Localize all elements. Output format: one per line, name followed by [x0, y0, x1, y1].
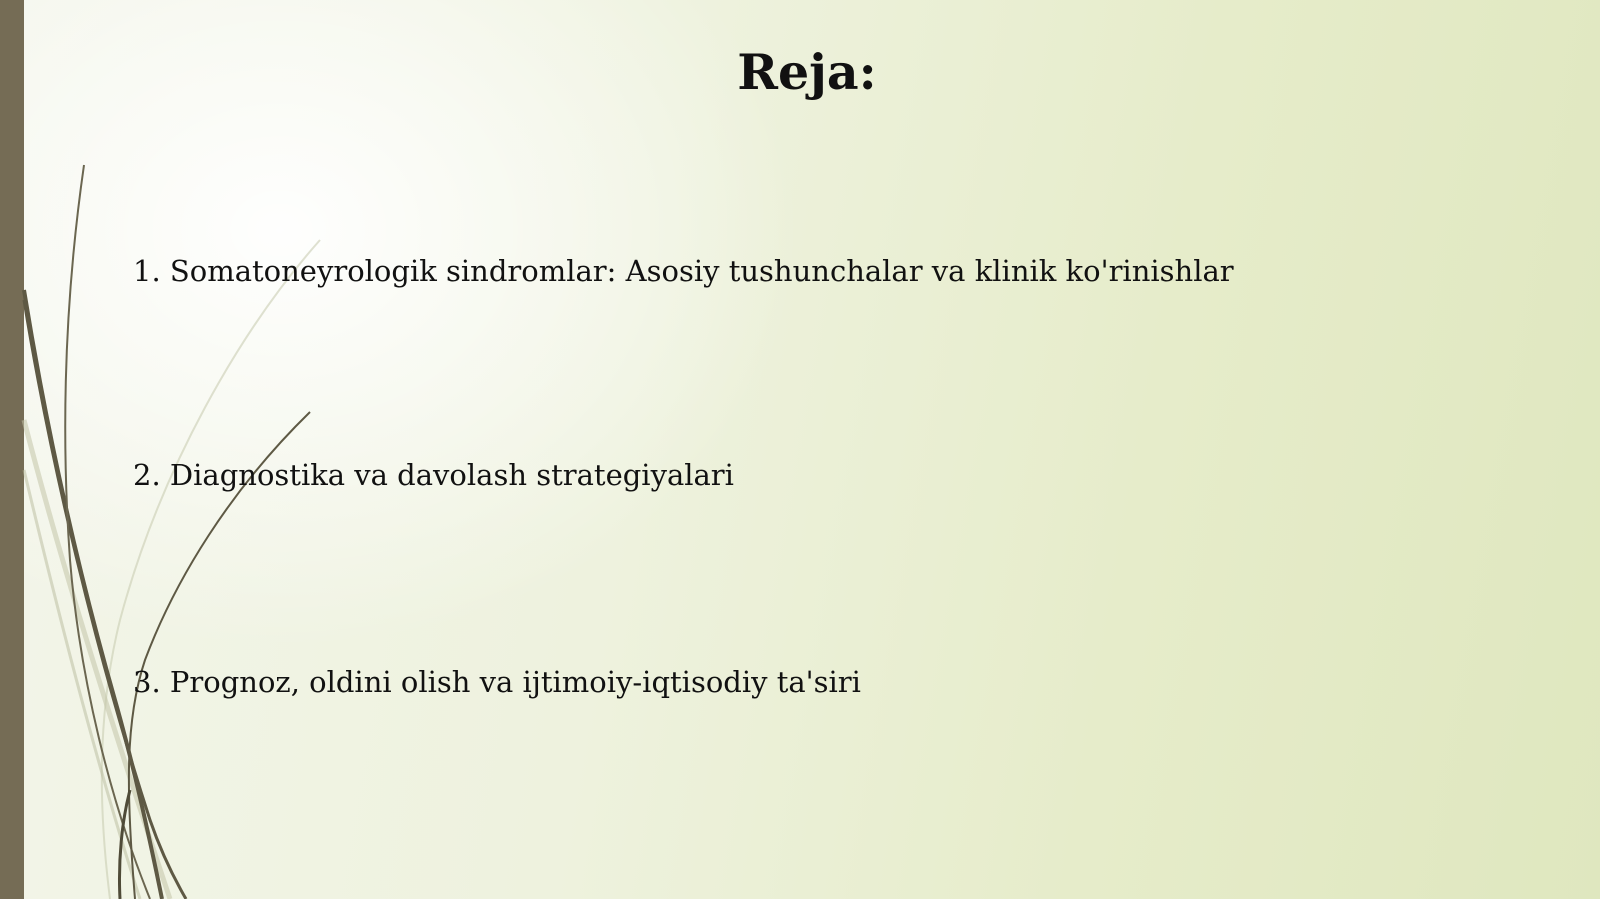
slide-title: Reja:	[737, 43, 877, 101]
plan-item-1: 1. Somatoneyrologik sindromlar: Asosiy tushunchalar va klinik ko'rinishlar	[133, 254, 1234, 288]
plan-item-3: 3. Prognoz, oldini olish va ijtimoiy-iqtisodiy ta'siri	[133, 665, 861, 699]
grass-decoration	[0, 0, 400, 899]
plan-item-2: 2. Diagnostika va davolash strategiyalari	[133, 458, 734, 492]
